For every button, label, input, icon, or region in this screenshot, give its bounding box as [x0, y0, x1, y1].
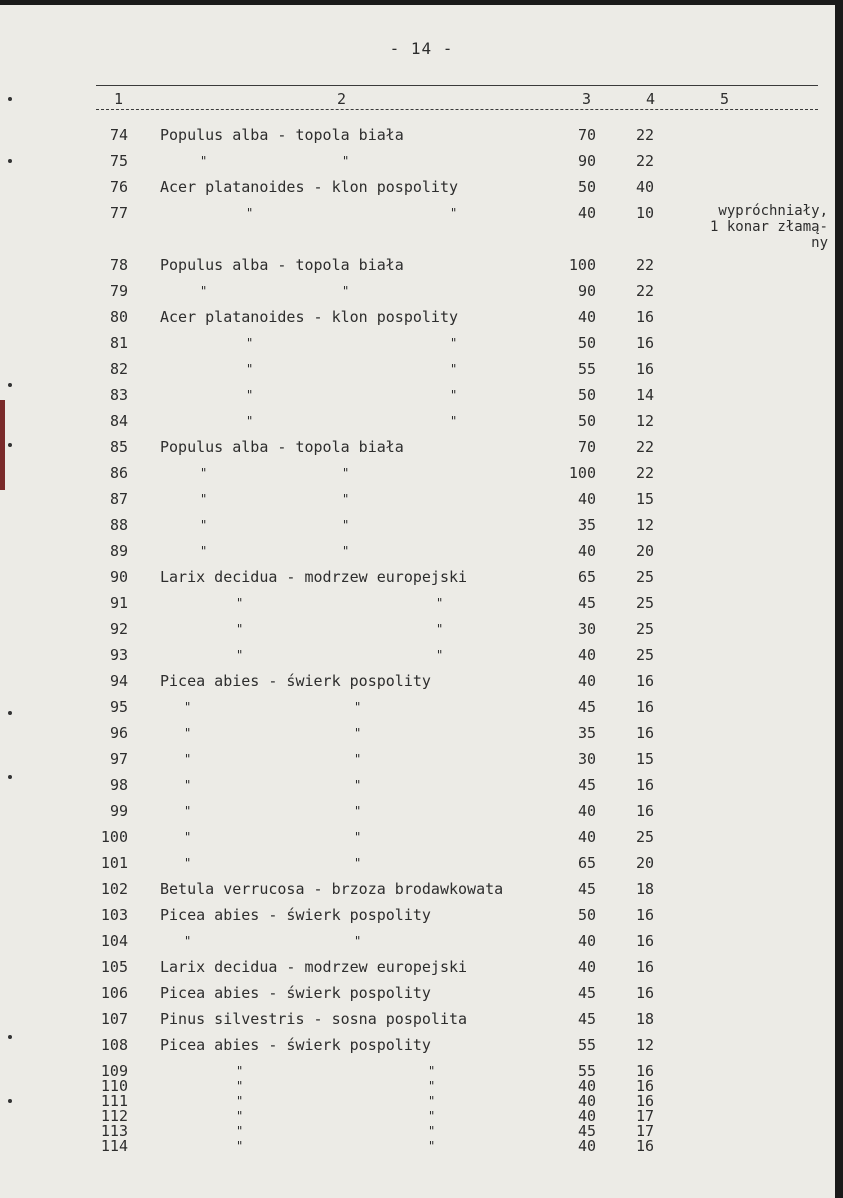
header-col-5: 5 — [720, 90, 730, 108]
col-3-value: 40 — [577, 1092, 596, 1110]
col-3-value: 45 — [577, 984, 596, 1002]
col-4-value: 25 — [636, 646, 655, 664]
ditto-mark: " — [450, 414, 458, 428]
remark-row-77 — [678, 203, 828, 251]
ditto-mark: " — [246, 414, 254, 428]
col-4-value: 16 — [636, 360, 655, 378]
ditto-mark: " — [450, 362, 458, 376]
ditto-mark: " — [428, 1139, 436, 1153]
ditto-mark: " — [342, 284, 350, 298]
col-3-value: 40 — [577, 308, 596, 326]
ditto-mark: " — [236, 1139, 244, 1153]
row-number: 103 — [100, 906, 128, 924]
table-row — [0, 307, 843, 331]
col-4-value: 22 — [636, 282, 655, 300]
col-4-value: 16 — [636, 724, 655, 742]
col-3-value: 70 — [577, 126, 596, 144]
species-name: Populus alba - topola biała — [160, 126, 404, 144]
table-row — [0, 541, 843, 565]
table-row — [0, 125, 843, 149]
col-3-value: 40 — [577, 1107, 596, 1125]
col-3-value: 40 — [577, 542, 596, 560]
ditto-mark: " — [184, 778, 192, 792]
margin-mark — [8, 383, 12, 387]
col-4-value: 16 — [636, 672, 655, 690]
col-3-value: 40 — [577, 204, 596, 222]
col-4-value: 16 — [636, 932, 655, 950]
col-4-value: 14 — [636, 386, 655, 404]
col-4-value: 22 — [636, 438, 655, 456]
col-4-value: 16 — [636, 776, 655, 794]
row-number: 96 — [109, 724, 128, 742]
ditto-mark: " — [450, 388, 458, 402]
row-number: 99 — [109, 802, 128, 820]
col-4-value: 12 — [636, 516, 655, 534]
col-4-value: 12 — [636, 412, 655, 430]
species-name: Picea abies - świerk pospolity — [160, 1036, 431, 1054]
ditto-mark: " — [184, 934, 192, 948]
col-3-value: 45 — [577, 1122, 596, 1140]
table-row — [0, 697, 843, 721]
table-row — [0, 567, 843, 591]
ditto-mark: " — [184, 830, 192, 844]
row-number: 113 — [100, 1122, 128, 1140]
table-row — [0, 151, 843, 175]
col-3-value: 45 — [577, 698, 596, 716]
row-number: 88 — [109, 516, 128, 534]
col-3-value: 55 — [577, 360, 596, 378]
row-number: 91 — [109, 594, 128, 612]
table-row — [0, 879, 843, 903]
row-number: 74 — [109, 126, 128, 144]
row-number: 92 — [109, 620, 128, 638]
species-name: Larix decidua - modrzew europejski — [160, 568, 468, 586]
row-number: 109 — [100, 1062, 128, 1080]
col-4-value: 40 — [636, 178, 655, 196]
col-4-value: 16 — [636, 906, 655, 924]
margin-mark — [8, 159, 12, 163]
col-4-value: 16 — [636, 308, 655, 326]
col-4-value: 25 — [636, 568, 655, 586]
ditto-mark: " — [236, 1064, 244, 1078]
ditto-mark: " — [200, 492, 208, 506]
col-4-value: 12 — [636, 1036, 655, 1054]
row-number: 107 — [100, 1010, 128, 1028]
row-number: 112 — [100, 1107, 128, 1125]
col-3-value: 30 — [577, 620, 596, 638]
row-number: 98 — [109, 776, 128, 794]
col-4-value: 16 — [636, 984, 655, 1002]
col-4-value: 20 — [636, 854, 655, 872]
header-bottom-rule — [96, 109, 818, 110]
col-4-value: 16 — [636, 334, 655, 352]
row-number: 108 — [100, 1036, 128, 1054]
header-col-1: 1 — [114, 90, 124, 108]
table-row — [0, 723, 843, 747]
margin-mark — [8, 1035, 12, 1039]
species-name: Acer platanoides - klon pospolity — [160, 178, 459, 196]
row-number: 78 — [109, 256, 128, 274]
margin-mark — [8, 711, 12, 715]
species-name: Betula verrucosa - brzoza brodawkowata — [160, 880, 504, 898]
table-row — [0, 983, 843, 1007]
row-number: 94 — [109, 672, 128, 690]
row-number: 86 — [109, 464, 128, 482]
row-number: 93 — [109, 646, 128, 664]
ditto-mark: " — [184, 752, 192, 766]
ditto-mark: " — [428, 1094, 436, 1108]
col-3-value: 40 — [577, 672, 596, 690]
table-row — [0, 463, 843, 487]
col-4-value: 22 — [636, 256, 655, 274]
col-3-value: 70 — [577, 438, 596, 456]
ditto-mark: " — [354, 856, 362, 870]
col-4-value: 16 — [636, 1137, 655, 1155]
ditto-mark: " — [200, 518, 208, 532]
page-number: - 14 - — [389, 39, 454, 58]
row-number: 85 — [109, 438, 128, 456]
species-name: Acer platanoides - klon pospolity — [160, 308, 459, 326]
ditto-mark: " — [354, 726, 362, 740]
species-name: Picea abies - świerk pospolity — [160, 672, 431, 690]
col-3-value: 55 — [577, 1062, 596, 1080]
col-3-value: 45 — [577, 594, 596, 612]
table-row — [0, 281, 843, 305]
ditto-mark: " — [200, 466, 208, 480]
margin-mark — [8, 443, 12, 447]
species-name: Populus alba - topola biała — [160, 256, 404, 274]
table-row — [0, 255, 843, 279]
table-row — [0, 749, 843, 773]
row-number: 95 — [109, 698, 128, 716]
table-row — [0, 931, 843, 955]
ditto-mark: " — [428, 1064, 436, 1078]
species-name: Picea abies - świerk pospolity — [160, 906, 431, 924]
table-row — [0, 437, 843, 461]
ditto-mark: " — [436, 648, 444, 662]
margin-mark — [8, 97, 12, 101]
row-number: 87 — [109, 490, 128, 508]
row-number: 84 — [109, 412, 128, 430]
col-4-value: 22 — [636, 126, 655, 144]
ditto-mark: " — [342, 466, 350, 480]
table-row — [0, 333, 843, 357]
ditto-mark: " — [354, 752, 362, 766]
col-3-value: 65 — [577, 568, 596, 586]
col-3-value: 50 — [577, 906, 596, 924]
col-4-value: 15 — [636, 750, 655, 768]
ditto-mark: " — [246, 336, 254, 350]
ditto-mark: " — [184, 804, 192, 818]
col-4-value: 16 — [636, 802, 655, 820]
table-row — [0, 385, 843, 409]
col-3-value: 40 — [577, 646, 596, 664]
row-number: 97 — [109, 750, 128, 768]
remark-line: ny — [811, 235, 828, 251]
ditto-mark: " — [436, 622, 444, 636]
table-row — [0, 619, 843, 643]
col-4-value: 25 — [636, 620, 655, 638]
ditto-mark: " — [200, 544, 208, 558]
col-3-value: 45 — [577, 1010, 596, 1028]
col-3-value: 35 — [577, 724, 596, 742]
ditto-mark: " — [236, 1124, 244, 1138]
row-number: 89 — [109, 542, 128, 560]
row-number: 79 — [109, 282, 128, 300]
ditto-mark: " — [236, 1079, 244, 1093]
ditto-mark: " — [236, 648, 244, 662]
ditto-mark: " — [184, 856, 192, 870]
ditto-mark: " — [200, 284, 208, 298]
ditto-mark: " — [428, 1124, 436, 1138]
col-4-value: 16 — [636, 1062, 655, 1080]
col-4-value: 16 — [636, 698, 655, 716]
ditto-mark: " — [246, 388, 254, 402]
table-row — [0, 957, 843, 981]
col-4-value: 16 — [636, 1092, 655, 1110]
col-3-value: 40 — [577, 1137, 596, 1155]
ditto-mark: " — [354, 934, 362, 948]
margin-mark — [8, 1099, 12, 1103]
ditto-mark: " — [354, 830, 362, 844]
margin-mark — [8, 775, 12, 779]
header-top-rule — [96, 85, 818, 86]
row-number: 90 — [109, 568, 128, 586]
col-4-value: 17 — [636, 1122, 655, 1140]
ditto-mark: " — [236, 622, 244, 636]
row-number: 106 — [100, 984, 128, 1002]
species-name: Populus alba - topola biała — [160, 438, 404, 456]
table-row — [0, 827, 843, 851]
remark-line: wypróchniały, — [718, 203, 828, 219]
table-row — [0, 411, 843, 435]
col-3-value: 100 — [568, 256, 596, 274]
row-number: 100 — [100, 828, 128, 846]
table-row — [0, 1009, 843, 1033]
ditto-mark: " — [436, 596, 444, 610]
col-4-value: 22 — [636, 152, 655, 170]
table-row — [0, 671, 843, 695]
table-row — [0, 593, 843, 617]
col-3-value: 90 — [577, 152, 596, 170]
table-row — [0, 489, 843, 513]
table-row — [0, 1137, 843, 1164]
table-row — [0, 1035, 843, 1059]
col-3-value: 50 — [577, 386, 596, 404]
ditto-mark: " — [342, 154, 350, 168]
ditto-mark: " — [236, 596, 244, 610]
col-3-value: 40 — [577, 958, 596, 976]
row-number: 75 — [109, 152, 128, 170]
ditto-mark: " — [354, 778, 362, 792]
col-4-value: 15 — [636, 490, 655, 508]
col-4-value: 22 — [636, 464, 655, 482]
col-3-value: 100 — [568, 464, 596, 482]
header-col-4: 4 — [646, 90, 656, 108]
row-number: 82 — [109, 360, 128, 378]
row-number: 105 — [100, 958, 128, 976]
ditto-mark: " — [236, 1109, 244, 1123]
ditto-mark: " — [450, 206, 458, 220]
col-4-value: 25 — [636, 594, 655, 612]
ditto-mark: " — [354, 700, 362, 714]
table-row — [0, 177, 843, 201]
col-4-value: 16 — [636, 958, 655, 976]
col-3-value: 40 — [577, 932, 596, 950]
ditto-mark: " — [450, 336, 458, 350]
col-3-value: 65 — [577, 854, 596, 872]
ditto-mark: " — [184, 700, 192, 714]
table-row — [0, 645, 843, 669]
col-3-value: 50 — [577, 412, 596, 430]
species-name: Picea abies - świerk pospolity — [160, 984, 431, 1002]
ditto-mark: " — [246, 206, 254, 220]
row-number: 110 — [100, 1077, 128, 1095]
ditto-mark: " — [200, 154, 208, 168]
col-3-value: 35 — [577, 516, 596, 534]
row-number: 80 — [109, 308, 128, 326]
row-number: 101 — [100, 854, 128, 872]
header-col-3: 3 — [582, 90, 592, 108]
table-row — [0, 853, 843, 877]
row-number: 76 — [109, 178, 128, 196]
table-row — [0, 775, 843, 799]
col-4-value: 17 — [636, 1107, 655, 1125]
row-number: 83 — [109, 386, 128, 404]
col-4-value: 18 — [636, 880, 655, 898]
col-3-value: 30 — [577, 750, 596, 768]
table-row — [0, 515, 843, 539]
col-3-value: 90 — [577, 282, 596, 300]
col-3-value: 50 — [577, 178, 596, 196]
col-3-value: 40 — [577, 828, 596, 846]
ditto-mark: " — [354, 804, 362, 818]
table-row — [0, 801, 843, 825]
ditto-mark: " — [342, 492, 350, 506]
row-number: 111 — [100, 1092, 128, 1110]
row-number: 104 — [100, 932, 128, 950]
col-3-value: 45 — [577, 880, 596, 898]
ditto-mark: " — [428, 1079, 436, 1093]
row-number: 114 — [100, 1137, 128, 1155]
col-3-value: 50 — [577, 334, 596, 352]
row-number: 81 — [109, 334, 128, 352]
ditto-mark: " — [342, 518, 350, 532]
ditto-mark: " — [246, 362, 254, 376]
row-number: 102 — [100, 880, 128, 898]
col-3-value: 55 — [577, 1036, 596, 1054]
col-4-value: 16 — [636, 1077, 655, 1095]
ditto-mark: " — [184, 726, 192, 740]
ditto-mark: " — [342, 544, 350, 558]
col-4-value: 25 — [636, 828, 655, 846]
species-name: Larix decidua - modrzew europejski — [160, 958, 468, 976]
col-3-value: 40 — [577, 802, 596, 820]
ditto-mark: " — [428, 1109, 436, 1123]
remark-line: 1 konar złamą- — [709, 219, 828, 235]
col-3-value: 45 — [577, 776, 596, 794]
ditto-mark: " — [236, 1094, 244, 1108]
table-row — [0, 359, 843, 383]
col-4-value: 18 — [636, 1010, 655, 1028]
species-name: Pinus silvestris - sosna pospolita — [160, 1010, 468, 1028]
header-col-2: 2 — [337, 90, 347, 108]
col-3-value: 40 — [577, 490, 596, 508]
table-row — [0, 905, 843, 929]
row-number: 77 — [109, 204, 128, 222]
col-3-value: 40 — [577, 1077, 596, 1095]
col-4-value: 20 — [636, 542, 655, 560]
col-4-value: 10 — [636, 204, 655, 222]
